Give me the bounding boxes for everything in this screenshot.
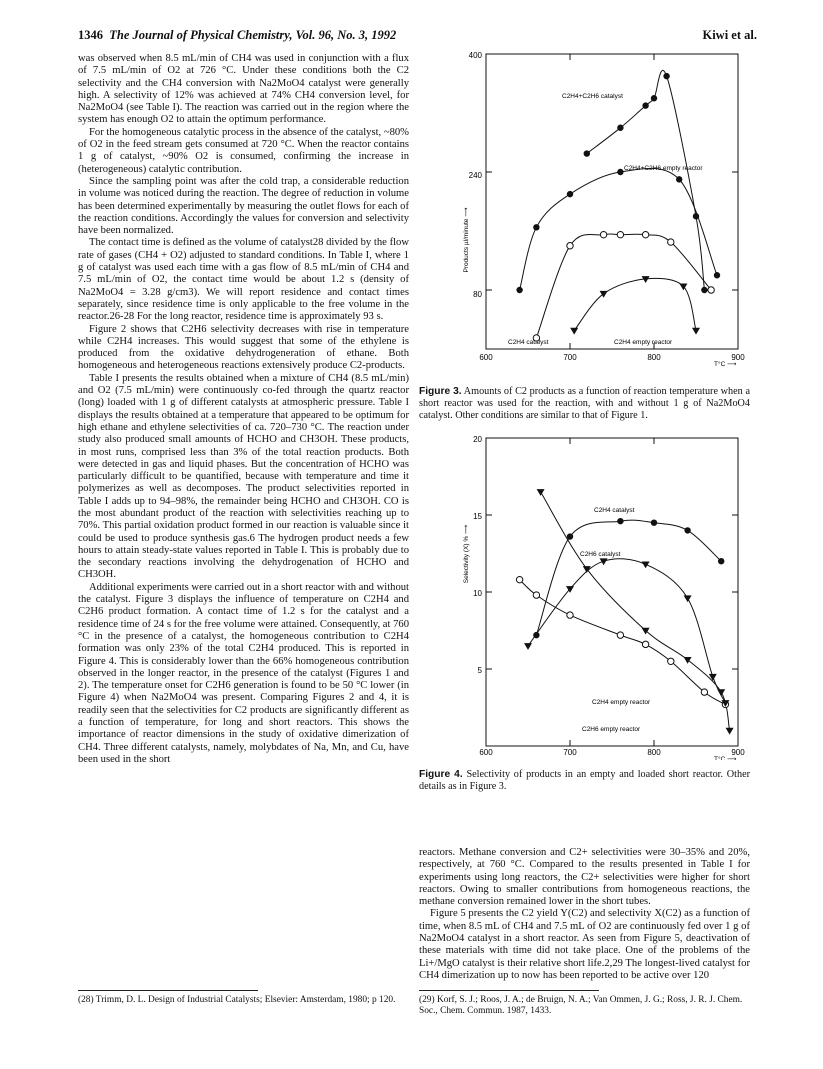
label-c2h4-catalyst: C2H4 catalyst [508, 339, 549, 346]
data-point [570, 328, 578, 335]
data-point [642, 231, 648, 237]
data-point [668, 658, 674, 664]
caption-text: Amounts of C2 products as a function of reaction temperature when a short reactor was used for the reaction, with and without 1 g of Na2MoO4 catalyst. Other conditions are similar to that of Figure 1. [419, 386, 750, 421]
data-point [584, 150, 590, 156]
y-tick-label: 15 [473, 512, 482, 521]
data-point [714, 272, 720, 278]
y-tick-label: 240 [468, 171, 482, 180]
data-point [600, 231, 606, 237]
series-line [574, 278, 696, 330]
label-c2h6-empty: C2H6 empty reactor [582, 726, 641, 733]
paragraph: Figure 5 presents the C2 yield Y(C2) and selectivity X(C2) as a function of time, when 8.5 mL of CH4 and 7.5 mL of O2 are continuously fed over 1 g of Na2MoO4 catalyst in a short reactor. As seen from Figure 5, deactivation of these materials with time did not take place. One of the problems of the Li+/MgO catalyst is their relative short life.2,29 The longest-lived catalyst for CH4 dimerization up to now has been reported to be active over 120 [419, 908, 750, 981]
x-tick-label: 700 [563, 748, 577, 757]
x-tick-label: 600 [479, 353, 493, 362]
series-line [541, 492, 730, 731]
data-point [617, 125, 623, 131]
y-tick-label: 10 [473, 589, 482, 598]
data-point [693, 213, 699, 219]
data-point [663, 73, 669, 79]
x-axis-label: T°C ⟶ [714, 361, 737, 366]
label-c2h6-catalyst: C2H6 catalyst [580, 551, 621, 558]
series-line [528, 559, 725, 703]
footnote-28: (28) Trimm, D. L. Design of Industrial Catalysts; Elsevier: Amsterdam, 1980; p 120. [78, 995, 396, 1005]
data-point [617, 518, 623, 524]
figure-4-chart [452, 434, 750, 760]
x-tick-label: 800 [647, 748, 661, 757]
author-header: Kiwi et al. [702, 28, 757, 42]
data-point [684, 657, 692, 664]
data-point [717, 689, 725, 696]
y-tick-label: 80 [473, 290, 482, 299]
chart-series [520, 70, 717, 338]
data-point [567, 533, 573, 539]
data-point [642, 641, 648, 647]
page-number: 1346 [78, 28, 103, 42]
data-point [718, 558, 724, 564]
data-point [617, 169, 623, 175]
data-point [709, 674, 717, 681]
data-point [726, 728, 734, 735]
paragraph: Since the sampling point was after the cold trap, a considerable reduction in volume was noticed during the reaction. The degree of reduction in volume has been determined experimentally by measuring the outlet flows for each of the reaction conditions. Accordingly the values for conversion and selectivity have been normalized. [78, 175, 409, 237]
figure-4-caption [419, 769, 750, 793]
footnote-rule [78, 990, 258, 991]
paragraph: Figure 2 shows that C2H6 selectivity decreases with rise in temperature while C2H4 increases. This would suggest that some of the ethylene is produced from the oxidative dehydrogeneration of ethane. Both homogeneous and heterogeneous reactions extensively produce C2-products. [78, 323, 409, 372]
y-axis-label: Products µl/minute ⟶ [463, 207, 470, 273]
right-text-column [419, 847, 750, 982]
x-axis-label: T°C ⟶ [714, 756, 737, 760]
series-line [536, 520, 721, 635]
data-point [567, 243, 573, 249]
journal-citation: The Journal of Physical Chemistry, Vol. 96, No. 3, 1992 [109, 28, 397, 42]
caption-label: Figure 3. [419, 386, 462, 397]
data-point [617, 231, 623, 237]
data-point [617, 632, 623, 638]
paragraph: reactors. Methane conversion and C2+ selectivities were 30–35% and 20%, respectively, at 760 °C. Compared to the results presented in Table I for experiments using long reactors, the C2+ selectivities were higher for short reactors. Owing to smaller contributions from homogeneous reactions, the methane conversion remained lower in the short tubes. [419, 847, 750, 908]
label-c2h4-catalyst: C2H4 catalyst [594, 507, 635, 514]
label-c2h4-empty: C2H4 empty reactor [614, 339, 673, 346]
data-point [524, 643, 532, 650]
data-point [684, 527, 690, 533]
data-point [708, 287, 714, 293]
y-tick-label: 20 [473, 435, 482, 444]
data-point [533, 224, 539, 230]
left-text-column [78, 53, 409, 766]
footnote-rule [419, 990, 599, 991]
data-point [651, 520, 657, 526]
paragraph: Table I presents the results obtained when a mixture of CH4 (8.5 mL/min) and O2 (7.5 mL/min) were continuously co-fed through the quartz reactor (long) loaded with 1 g of different catalysts at atmospheric pressure. Table I displays the results obtained at a temperature that appeared to be optimum for high ethane and ethylene selectivities of ca. 720–730 °C. The reaction under study also produced small amounts of HCHO and CH3OH. These products, in most runs, comprised less than 3% of the total reaction products. Both were detected in gas and liquid phases. But the concentration of HCHO was particularly difficult to be quantified, because with temperature and time it polymerizes as well as decomposes. The product selectivities reported in Table I adds up to 94–98%, the remainder being HCHO and CH3OH. CO is the most abundant product of the reaction with selectivities reaching up to 70%. This partial oxidation product formed in our reaction is valuable since it could be used to produce synthesis gas.6 The hydrogen product needs a few hours to attain steady-state values reported in Table I. This is probably due to the secondary reactions involving the dehydrogenation of HCHO and CH3OH. [78, 372, 409, 581]
footnote-29: (29) Korf, S. J.; Roos, J. A.; de Bruign, N. A.; Van Ommen, J. G.; Ross, J. R. J. Chem. Soc., Chem. Commun. 1987, 1433. [419, 995, 743, 1016]
data-point [684, 595, 692, 602]
data-point [676, 176, 682, 182]
data-point [692, 328, 700, 335]
x-tick-label: 700 [563, 353, 577, 362]
x-tick-label: 800 [647, 353, 661, 362]
data-point [516, 287, 522, 293]
label-c2h4-empty: C2H4 empty reactor [592, 699, 651, 706]
data-point [533, 592, 539, 598]
y-tick-label: 400 [468, 51, 482, 60]
running-header [78, 28, 396, 43]
label-c2h4-c2h6-catalyst: C2H4+C2H6 catalyst [562, 93, 623, 100]
figure-3-caption [419, 386, 750, 421]
y-tick-label: 5 [477, 666, 482, 675]
data-point [642, 102, 648, 108]
x-tick-label: 900 [731, 748, 745, 757]
paragraph: Additional experiments were carried out in a short reactor with and without the catalyst. Figure 3 displays the influence of temperature on C2H4 and C2H6 product formation. A contact time of 1.2 s for the catalyst and a residence time of 24 s for the free volume were attained. Consequently, at 760 °C in the presence of a catalyst, the homogeneous contribution to C2H4 formation was only 23% of the total C2H4 produced. This is reported in Figure 4. This is considerably lower than the 66% homogeneous contribution observed in the longer reactor, in the presence of the catalyst (Figures 1 and 2). The temperature onset for C2H6 generation is found to be 50 °C lower (in Figure 4) when Na2MoO4 was present. Comparing Figures 2 and 4, it is readily seen that the selectivities for C2 products are significantly different as a function of temperature, for long and short reactors. This shows the importance of reactor dimensions in the study of oxidative dimerization of CH4. Three different catalysts, namely, molybdates of Na, Mn, and Cu, have been used in the short [78, 581, 409, 765]
chart-series [520, 492, 730, 731]
y-axis-label: Selectivity (X) % ⟶ [463, 524, 470, 584]
data-point [668, 239, 674, 245]
data-point [567, 191, 573, 197]
data-point [516, 576, 522, 582]
x-tick-label: 600 [479, 748, 493, 757]
paragraph: was observed when 8.5 mL/min of CH4 was used in conjunction with a flux of 7.5 mL/min of O2 at 726 °C. Under these conditions both the C2 selectivity and the CH4 conversion with Na2MoO4 catalyst were generally high. A selectivity of 12% was achieved at 74% CH4 conversion level, for Na2MoO4 (see Table I). The reaction was carried out in the region where the system has enough O2 to attain the optimum performance. [78, 53, 409, 126]
data-point [537, 489, 545, 496]
series-line [520, 580, 726, 705]
paragraph: The contact time is defined as the volume of catalyst28 divided by the flow rate of gases (CH4 + O2) adjusted to standard conditions. In Table I, where 1 g of catalyst was used each time with a gas flow of 8.5 mL/min of CH4 and 7.5 mL/min of O2, the contact time would be about 1.2 s (density of Na2MoO4 = 3.28 g/cm3). We will report residence and contact times separately, since residence time is only applicable to the free volume in the reactor.26-28 For the long reactor, residence time is approximately 93 s. [78, 237, 409, 323]
caption-text: Selectivity of products in an empty and loaded short reactor. Other details as in Figure 3. [419, 769, 751, 792]
series-line [520, 168, 717, 290]
x-tick-label: 900 [731, 353, 745, 362]
data-point [642, 561, 650, 568]
data-point [651, 95, 657, 101]
figure-3-chart [452, 50, 750, 366]
paragraph: For the homogeneous catalytic process in the absence of the catalyst, ~80% of O2 in the feed stream gets consumed at 720 °C. When the reactor contains 1 g of catalyst, ~90% O2 is consumed, confirming the increase in (heterogeneous) catalytic contribution. [78, 126, 409, 175]
caption-label: Figure 4. [419, 769, 463, 780]
data-point [533, 632, 539, 638]
label-c2h4-c2h6-empty: C2H4+C2H6 empty reactor [624, 165, 703, 172]
data-point [567, 612, 573, 618]
data-point [701, 689, 707, 695]
data-point [701, 287, 707, 293]
data-point [679, 284, 687, 291]
